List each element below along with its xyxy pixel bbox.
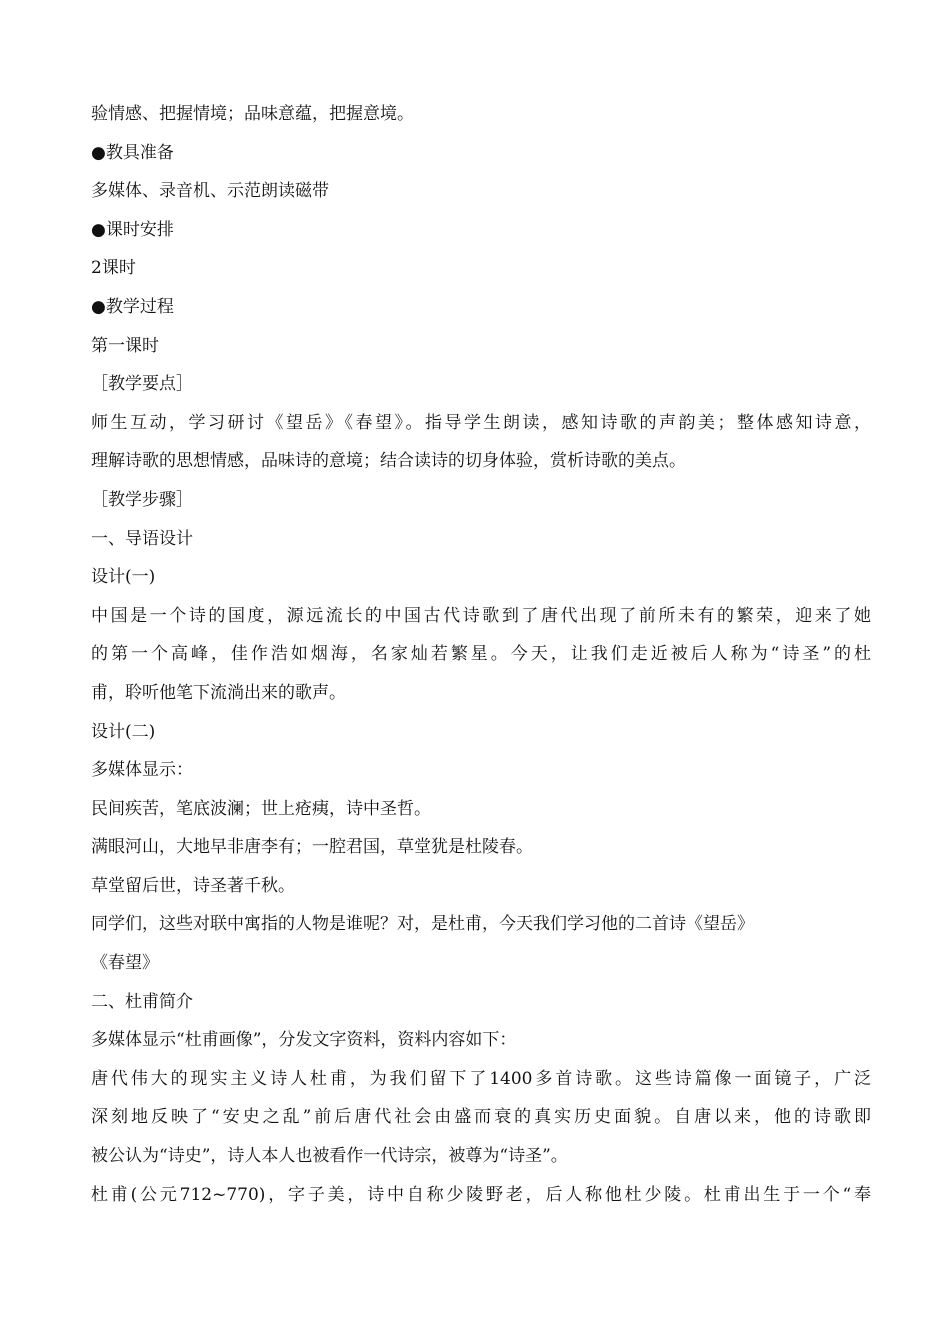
couplet-line-3: 草堂留后世，诗圣著千秋。: [91, 875, 295, 896]
text-line-14: 中国是一个诗的国度，源远流长的中国古代诗歌到了唐代出现了前所未有的繁荣，迎来了她: [91, 605, 871, 626]
text-line-28: 被公认为“诗史”，诗人本人也被看作一代诗宗，被尊为“诗圣”。: [91, 1146, 568, 1167]
subheading-key-points: ［教学要点］: [91, 374, 193, 395]
subheading-design-2: 设计(二): [91, 721, 156, 742]
text-line-27: 深刻地反映了“安史之乱”前后唐代社会由盛而衰的真实历史面貌。自唐以来，他的诗歌即: [91, 1107, 871, 1128]
subheading-first-lesson: 第一课时: [91, 335, 159, 356]
couplet-line-1: 民间疾苦，笔底波澜；世上疮痍，诗中圣哲。: [91, 798, 431, 819]
subheading-steps: ［教学步骤］: [91, 489, 193, 510]
text-line-29: 杜甫(公元712~770)，字子美，诗中自称少陵野老，后人称他杜少陵。杜甫出生于一个“奉: [91, 1184, 871, 1205]
text-line-15: 的第一个高峰，佳作浩如烟海，名家灿若繁星。今天，让我们走近被后人称为“诗圣”的杜: [91, 644, 871, 665]
section-heading-schedule: ●课时安排: [91, 219, 174, 240]
text-line-3: 多媒体、录音机、示范朗读磁带: [91, 181, 329, 202]
text-line-10: 理解诗歌的思想情感，品味诗的意境；结合读诗的切身体验，赏析诗歌的美点。: [91, 451, 686, 472]
text-line-23: 《春望》: [91, 953, 159, 974]
text-line-1: 验情感、把握情境；品味意蕴，把握意境。: [91, 104, 414, 124]
subheading-design-1: 设计(一): [91, 567, 156, 588]
text-line-5: 2课时: [91, 258, 136, 279]
text-line-16: 甫，聆听他笔下流淌出来的歌声。: [91, 682, 346, 703]
couplet-line-2: 满眼河山，大地早非唐李有；一腔君国，草堂犹是杜陵春。: [91, 837, 533, 858]
section-heading-teaching-tools: ●教具准备: [91, 142, 174, 163]
text-line-9: 师生互动，学习研讨《望岳》《春望》。指导学生朗读，感知诗歌的声韵美；整体感知诗意，: [91, 412, 871, 433]
text-line-22: 同学们，这些对联中寓指的人物是谁呢？对，是杜甫，今天我们学习他的二首诗《望岳》: [91, 914, 754, 935]
text-line-26: 唐代伟大的现实主义诗人杜甫，为我们留下了1400多首诗歌。这些诗篇像一面镜子，广泛: [91, 1068, 871, 1089]
text-line-18: 多媒体显示：: [91, 760, 193, 781]
subheading-intro-design: 一、导语设计: [91, 528, 193, 549]
subheading-dufu-intro: 二、杜甫简介: [91, 991, 193, 1012]
section-heading-process: ●教学过程: [91, 296, 174, 317]
text-line-25: 多媒体显示“杜甫画像”，分发文字资料，资料内容如下：: [91, 1030, 517, 1051]
document-page: [91, 95, 871, 1214]
